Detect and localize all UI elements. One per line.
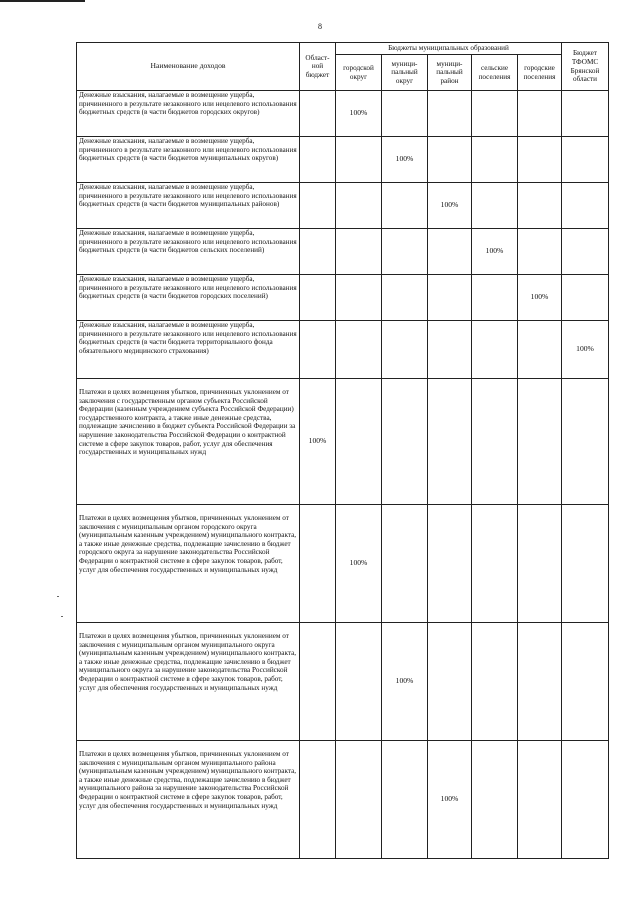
header-urban-settlements: городские поселения (518, 55, 562, 91)
table-row (77, 229, 609, 275)
share-cell (562, 275, 609, 321)
share-cell (472, 183, 518, 229)
share-cell: 100% (300, 379, 336, 505)
table-row (77, 505, 609, 623)
share-cell (336, 275, 382, 321)
share-cell (562, 623, 609, 741)
share-cell (518, 741, 562, 859)
share-cell (300, 275, 336, 321)
table-row (77, 741, 609, 859)
share-cell: 100% (336, 505, 382, 623)
share-cell (336, 229, 382, 275)
share-cell (428, 137, 472, 183)
header-municipal-rayon: муници- пальный район (428, 55, 472, 91)
income-name-cell: Денежные взыскания, налагаемые в возмещение ущерба, причиненного в результате незаконного или нецелевого использования бюджетных средств (в части бюджетов городских поселений) (77, 275, 300, 321)
income-name-cell: Платежи в целях возмещения убытков, причиненных уклонением от заключения с государственным органом субъекта Российской Федерации (казенным учреждением субъекта Российской Федерации) государственного контракта, а также иные денежные средства, подлежащие зачислению в бюджет субъекта Российской Федерации за нарушение законодательства Российской Федерации о контрактной системе в сфере закупок товаров, работ, услуг для обеспечения государственных и муниципальных нужд (77, 379, 300, 505)
share-cell (518, 91, 562, 137)
share-cell (428, 505, 472, 623)
table-row (77, 183, 609, 229)
share-cell (382, 741, 428, 859)
share-cell (428, 379, 472, 505)
share-cell (472, 137, 518, 183)
share-cell (472, 321, 518, 379)
share-cell: 100% (562, 321, 609, 379)
header-municipal-budgets: Бюджеты муниципальных образований (336, 43, 562, 55)
income-distribution-table (76, 42, 609, 859)
share-cell (336, 183, 382, 229)
income-name-cell: Денежные взыскания, налагаемые в возмещение ущерба, причиненного в результате незаконного или нецелевого использования бюджетных средств (в части бюджетов муниципальных районов) (77, 183, 300, 229)
table-row (77, 275, 609, 321)
header-rural-settlements: сельские поселения (472, 55, 518, 91)
top-rule (0, 0, 85, 2)
share-cell (300, 91, 336, 137)
share-cell (336, 137, 382, 183)
share-cell (382, 183, 428, 229)
share-cell (562, 91, 609, 137)
share-cell (336, 741, 382, 859)
share-cell (472, 91, 518, 137)
share-cell (472, 379, 518, 505)
share-cell (562, 137, 609, 183)
income-name-cell: Денежные взыскания, налагаемые в возмещение ущерба, причиненного в результате незаконного или нецелевого использования бюджетных средств (в части бюджетов муниципальных округов) (77, 137, 300, 183)
income-name-cell: Денежные взыскания, налагаемые в возмещение ущерба, причиненного в результате незаконного или нецелевого использования бюджетных средств (в части бюджетов сельских поселений) (77, 229, 300, 275)
share-cell (428, 623, 472, 741)
share-cell (300, 505, 336, 623)
income-name-cell: Платежи в целях возмещения убытков, причиненных уклонением от заключения с муниципальным органом муниципального округа (муниципальным казенным учреждением) муниципального контракта, а также иные денежные средства, подлежащие зачислению в бюджет муниципального округа за нарушение законодательства Российской Федерации о контрактной системе в сфере закупок товаров, работ, услуг для обеспечения государственных и муниципальных нужд (77, 623, 300, 741)
share-cell (382, 229, 428, 275)
share-cell (518, 183, 562, 229)
share-cell: 100% (382, 623, 428, 741)
share-cell (562, 379, 609, 505)
header-income-name: Наименование доходов (77, 43, 300, 91)
share-cell (382, 321, 428, 379)
share-cell (382, 91, 428, 137)
share-cell: 100% (336, 91, 382, 137)
share-cell (472, 623, 518, 741)
share-cell (562, 505, 609, 623)
income-name-cell: Денежные взыскания, налагаемые в возмещение ущерба, причиненного в результате незаконного или нецелевого использования бюджетных средств (в части бюджетов городских округов) (77, 91, 300, 137)
share-cell (382, 379, 428, 505)
share-cell (562, 183, 609, 229)
share-cell (428, 321, 472, 379)
share-cell (428, 275, 472, 321)
share-cell: 100% (428, 741, 472, 859)
table-row (77, 137, 609, 183)
share-cell (300, 183, 336, 229)
header-regional-budget: Област- ной бюджет (300, 43, 336, 91)
share-cell (562, 741, 609, 859)
share-cell (472, 505, 518, 623)
share-cell (382, 275, 428, 321)
header-city-okrug: городской округ (336, 55, 382, 91)
share-cell (336, 321, 382, 379)
share-cell (518, 505, 562, 623)
share-cell (300, 137, 336, 183)
income-name-cell: Платежи в целях возмещения убытков, причиненных уклонением от заключения с муниципальным органом городского округа (муниципальным казенным учреждением) муниципального контракта, а также иные денежные средства, подлежащие зачислению в бюджет городского округа за нарушение законодательства Российской Федерации о контрактной системе в сфере закупок товаров, работ, услуг для обеспечения государственных и муниципальных нужд (77, 505, 300, 623)
share-cell (428, 229, 472, 275)
share-cell (518, 137, 562, 183)
share-cell (518, 229, 562, 275)
share-cell (562, 229, 609, 275)
share-cell (472, 275, 518, 321)
page-number: 8 (318, 22, 322, 31)
income-name-cell: Платежи в целях возмещения убытков, причиненных уклонением от заключения с муниципальным органом муниципального района (муниципальным казенным учреждением) муниципального контракта, а также иные денежные средства, подлежащие зачислению в бюджет муниципального района за нарушение законодательства Российской Федерации о контрактной системе в сфере закупок товаров, работ, услуг для обеспечения государственных и муниципальных нужд (77, 741, 300, 859)
header-tfoms-budget: Бюджет ТФОМС Брянской области (562, 43, 609, 91)
income-name-cell: Денежные взыскания, налагаемые в возмещение ущерба, причиненного в результате незаконного или нецелевого использования бюджетных средств (в части бюджета территориального фонда обязательного медицинского страхования) (77, 321, 300, 379)
table-row (77, 321, 609, 379)
scan-speck (61, 616, 63, 617)
share-cell (518, 321, 562, 379)
share-cell (518, 379, 562, 505)
share-cell (300, 321, 336, 379)
share-cell (300, 741, 336, 859)
share-cell: 100% (428, 183, 472, 229)
share-cell (518, 623, 562, 741)
share-cell (300, 229, 336, 275)
share-cell: 100% (382, 137, 428, 183)
header-municipal-okrug: муници- пальный округ (382, 55, 428, 91)
share-cell (472, 741, 518, 859)
share-cell: 100% (472, 229, 518, 275)
scan-speck (57, 596, 59, 597)
share-cell (336, 623, 382, 741)
share-cell (336, 379, 382, 505)
share-cell: 100% (518, 275, 562, 321)
table-row (77, 623, 609, 741)
table-row (77, 379, 609, 505)
table-row (77, 91, 609, 137)
share-cell (428, 91, 472, 137)
share-cell (382, 505, 428, 623)
share-cell (300, 623, 336, 741)
